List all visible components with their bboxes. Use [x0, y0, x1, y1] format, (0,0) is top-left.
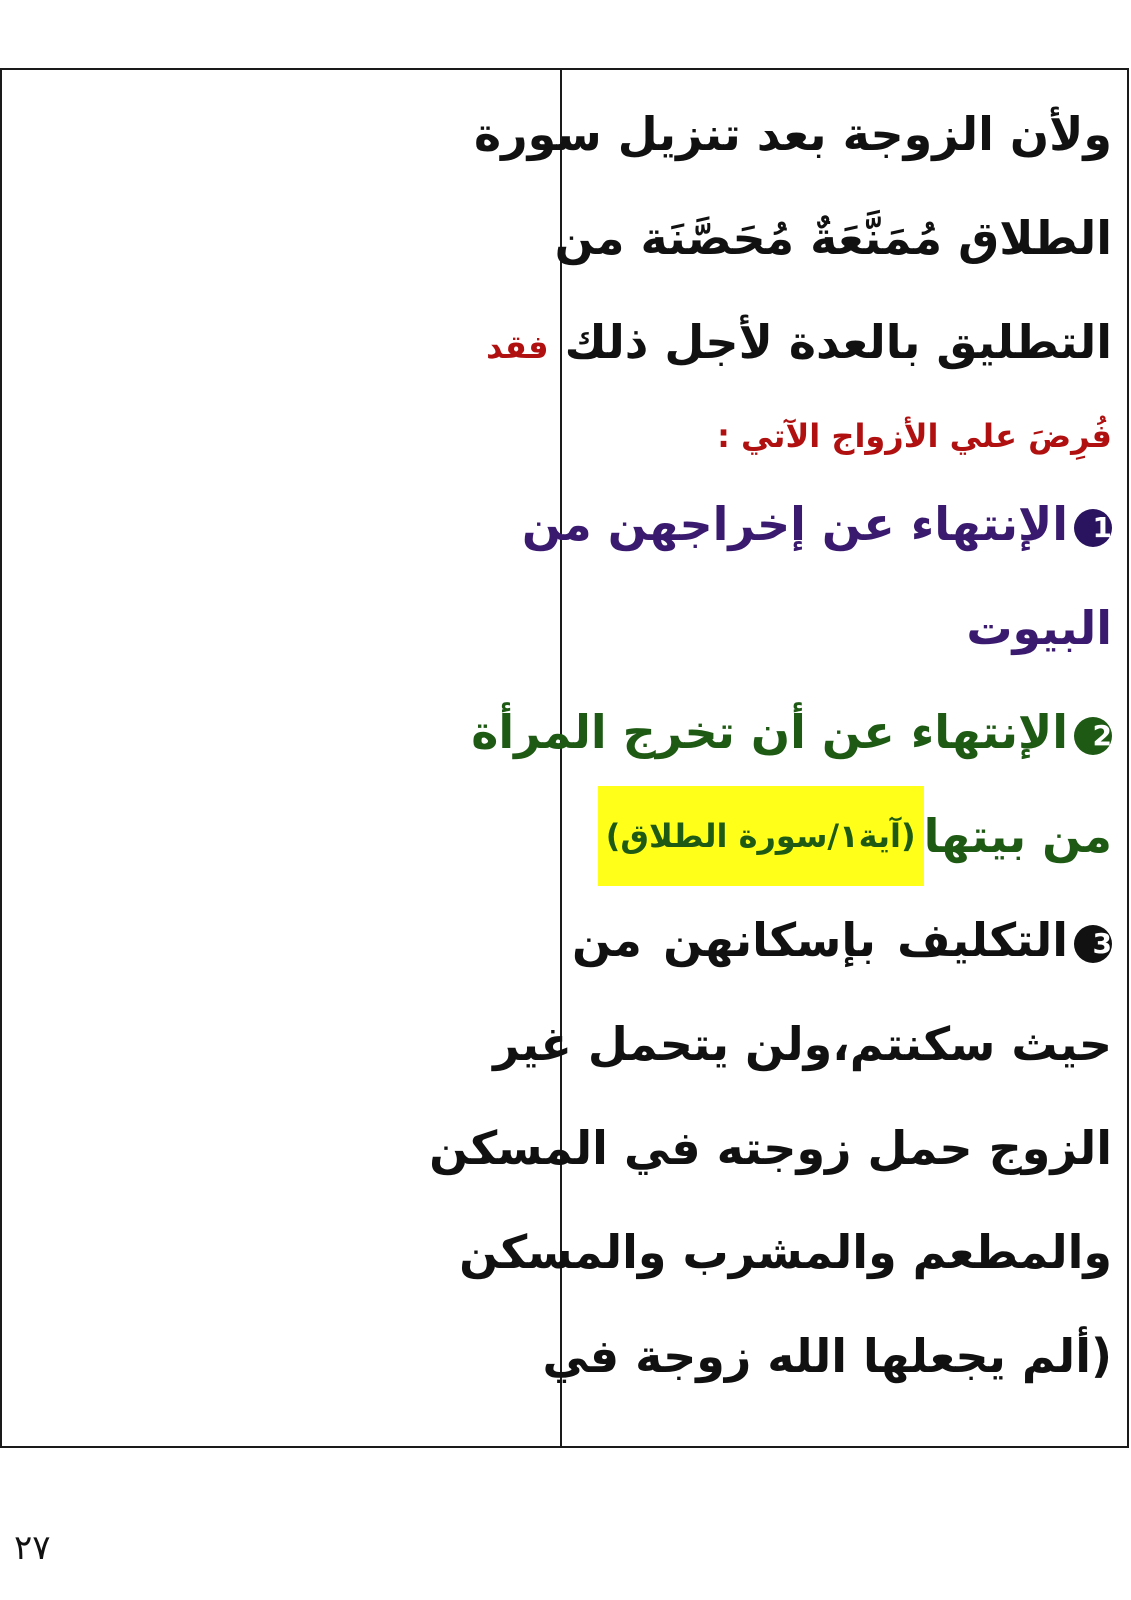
- item-1-line-2: البيوت: [966, 601, 1112, 655]
- text-cell: [429, 70, 1120, 1446]
- verse-reference-highlight: (آية١/سورة الطلاق): [598, 786, 924, 886]
- number-2-icon: 2: [1074, 717, 1112, 755]
- item-2-text-cont: من بيتها: [923, 809, 1112, 863]
- text-line-1: ولأن الزوجة بعد تنزيل سورة: [474, 107, 1112, 161]
- item-2-line-1: [471, 682, 1112, 782]
- number-3-icon: 3: [1074, 925, 1112, 963]
- item-2-text: الإنتهاء عن أن تخرج المرأة: [471, 705, 1068, 759]
- item-3-line-1: [572, 890, 1112, 990]
- item-1-text: الإنتهاء عن إخراجهن من: [521, 497, 1068, 551]
- item-3-line-4: والمطعم والمشرب والمسكن: [459, 1225, 1112, 1279]
- text-line-2: الطلاق مُمَنَّعَةٌ مُحَصَّنَة من: [554, 211, 1112, 265]
- page-number: ٢٧: [14, 1528, 51, 1568]
- text-line-3: [486, 292, 1112, 392]
- item-3-line-5: (ألم يجعلها الله زوجة في: [542, 1329, 1112, 1383]
- item-3-line-3: الزوج حمل زوجته في المسكن: [429, 1121, 1112, 1175]
- item-3-text: التكليف بإسكانهن من: [572, 913, 1068, 967]
- item-1-line-1: [521, 474, 1112, 574]
- number-1-icon: 1: [1074, 509, 1112, 547]
- text-line-3-main: التطليق بالعدة لأجل ذلك: [564, 315, 1112, 369]
- text-line-3-red: فقد: [486, 328, 549, 366]
- text-line-4: فُرِضَ علي الأزواج الآتي :: [717, 417, 1112, 455]
- item-3-line-2: حيث سكنتم،ولن يتحمل غير: [493, 1017, 1112, 1071]
- item-2-line-2: [572, 786, 1112, 886]
